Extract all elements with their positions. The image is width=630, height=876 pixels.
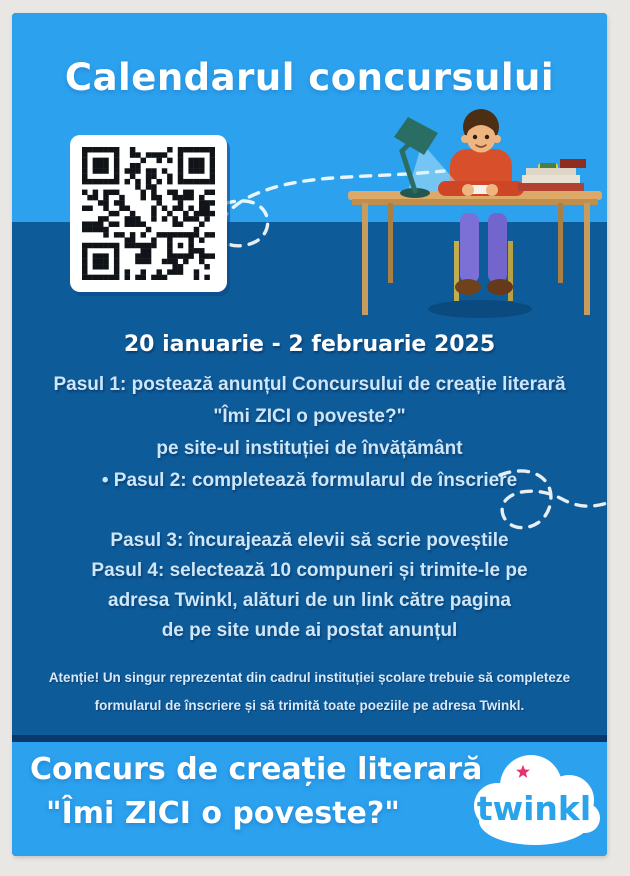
boy-at-desk-illustration-icon: [342, 101, 607, 326]
footer-title-line2: "Îmi ZICI o poveste?": [46, 796, 400, 831]
divider-band: [12, 735, 607, 742]
qr-code-icon: [82, 147, 215, 280]
qr-code: [70, 135, 227, 292]
step-line: Pasul 1: postează anunțul Concursului de creație literară: [53, 374, 566, 395]
date-range: 20 ianuarie - 2 februarie 2025: [123, 332, 496, 357]
step-line: de pe site unde ai postat anunțul: [161, 620, 458, 641]
notice-text: Atenție! Un singur reprezentat din cadrul instituției școlare trebuie să completeze formularul de înscriere și să trimită toate poeziile pe adresa Twinkl.: [48, 670, 571, 713]
step-line: Pasul 3: încurajează elevii să scrie poveștile: [110, 530, 509, 551]
step-line: adresa Twinkl, alături de un link către pagina: [108, 590, 511, 611]
step-line: • Pasul 2: completează formularul de înscriere: [101, 470, 518, 491]
logo-text: twinkl: [476, 789, 592, 828]
step-line: Pasul 4: selectează 10 compuneri și trimite-le pe: [91, 560, 528, 581]
footer-title: [30, 748, 482, 836]
twinkl-logo: [459, 744, 607, 856]
steps-block-2: [12, 526, 607, 646]
footer-title-line1: Concurs de creație literară: [30, 752, 483, 787]
step-line: "Îmi ZICI o poveste?": [213, 406, 406, 427]
contest-calendar-poster: [12, 13, 607, 856]
step-line: pe site-ul instituției de învățământ: [156, 438, 463, 459]
steps-block-1: [12, 369, 607, 497]
page-title: Calendarul concursului: [64, 56, 555, 99]
